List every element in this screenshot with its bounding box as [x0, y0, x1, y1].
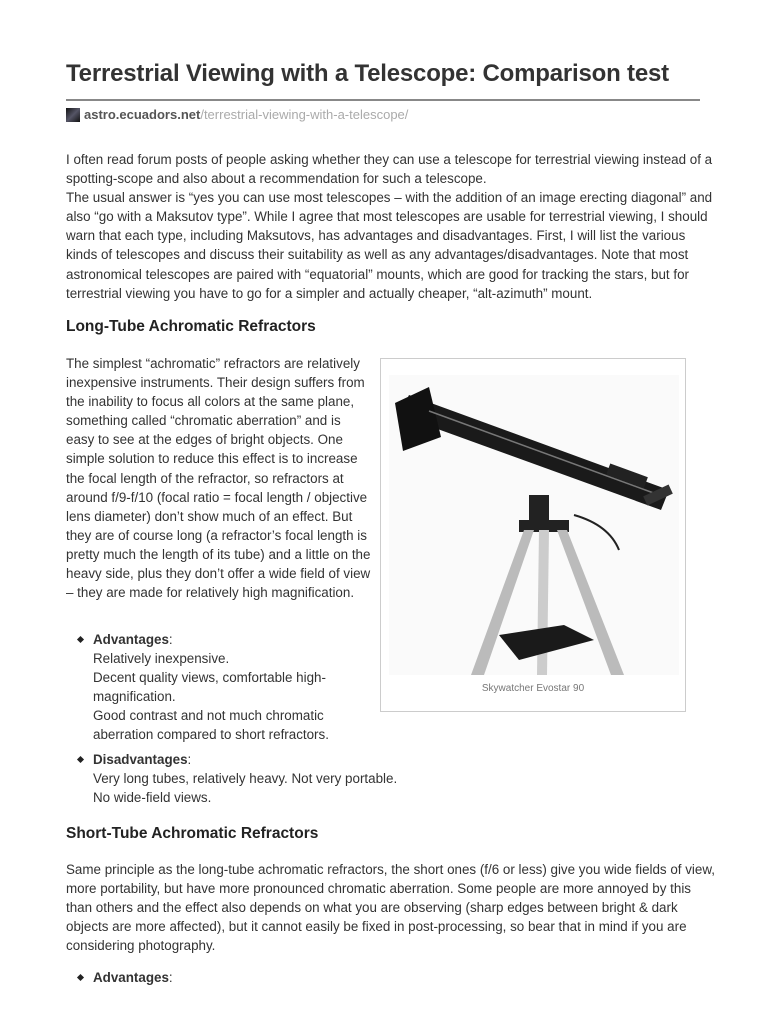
source-link[interactable] [66, 107, 408, 122]
advantages-label: Advantages [93, 632, 169, 647]
telescope-image [389, 375, 679, 675]
advantages-item: Advantages: Relatively inexpensive. Decent quality views, comfortable high-magnification. Good contrast and not much chromatic aberration compared to short refractors. [66, 630, 366, 745]
advantages-item: Advantages: [66, 968, 366, 987]
intro [66, 150, 716, 303]
short-tube-advantages-list [66, 968, 366, 992]
section-long-tube-body [66, 354, 372, 602]
telescope-figure [380, 358, 686, 712]
disadvantages-item: Disadvantages: Very long tubes, relatively heavy. Not very portable. No wide-field views. [66, 750, 466, 807]
intro-paragraph-1: I often read forum posts of people asking whether they can use a telescope for terrestrial viewing instead of a spotting-scope and also about a recommendation for such a telescope. [66, 152, 713, 187]
section-paragraph: Same principle as the long-tube achromatic refractors, the short ones (f/6 or less) give you wide fields of view, more portability, but have more pronounced chromatic aberration. Some people are more annoyed by this than others and the effect also depends on what you are observing (sharp edges between bright & dark objects are more affected), but it cannot easily be fixed in post-processing, so bear that in mind if you are considering photography. [66, 862, 716, 954]
advantages-list [66, 630, 366, 750]
source-domain[interactable]: astro.ecuadors.net [84, 107, 201, 122]
disadvantage: No wide-field views. [93, 790, 212, 806]
section-heading-long-tube: Long-Tube Achromatic Refractors [66, 318, 316, 335]
figure-caption: Skywatcher Evostar 90 [481, 683, 585, 694]
disadvantages-list [66, 750, 466, 812]
advantage: Good contrast and not much chromatic aberration compared to short refractors. [93, 708, 329, 743]
advantages-label: Advantages [93, 970, 169, 985]
telescope-drawing [395, 387, 673, 675]
advantage: Relatively inexpensive. [93, 651, 230, 667]
intro-paragraph-2: The usual answer is “yes you can use most telescopes – with the addition of an image erecting diagonal” and also “go with a Maksutov type”. While I agree that most telescopes are usable for terrestrial viewing, I should warn that each type, including Maksutovs, has advantages and disadvantages. First, I will list the various kinds of telescopes and discuss their suitability as well as any advantages/disadvantages. Note that most astronomical telescopes are paired with “equatorial” mounts, which are good for tracking the stars, but for terrestrial viewing you have to go for a simpler and actually cheaper, “alt-azimuth” mount. [66, 190, 713, 301]
section-heading-short-tube: Short-Tube Achromatic Refractors [66, 825, 319, 842]
advantage: Decent quality views, comfortable high-magnification. [93, 670, 326, 705]
section-paragraph: The simplest “achromatic” refractors are relatively inexpensive instruments. Their design suffers from the inability to focus all colors at the same plane, something called “chromatic aberration” and is easy to see at the edges of bright objects. One simple solution to reduce this effect is to increase the focal length of the refractor, so refractors at around f/9-f/10 (focal ratio = focal length / objective lens diameter) don’t show much of an effect. But they are of course long (a refractor’s focal length is pretty much the length of its tube) and a little on the heavy side, plus they don’t offer a wide field of view – they are made for relatively high magnification. [66, 356, 371, 601]
title-divider [66, 99, 700, 101]
disadvantage: Very long tubes, relatively heavy. Not very portable. [93, 771, 398, 787]
site-favicon-icon [66, 108, 80, 122]
source-path[interactable]: /terrestrial-viewing-with-a-telescope/ [200, 107, 409, 122]
page-title: Terrestrial Viewing with a Telescope: Comparison test [66, 60, 669, 87]
disadvantages-label: Disadvantages [93, 752, 188, 767]
section-short-tube-body [66, 860, 716, 955]
